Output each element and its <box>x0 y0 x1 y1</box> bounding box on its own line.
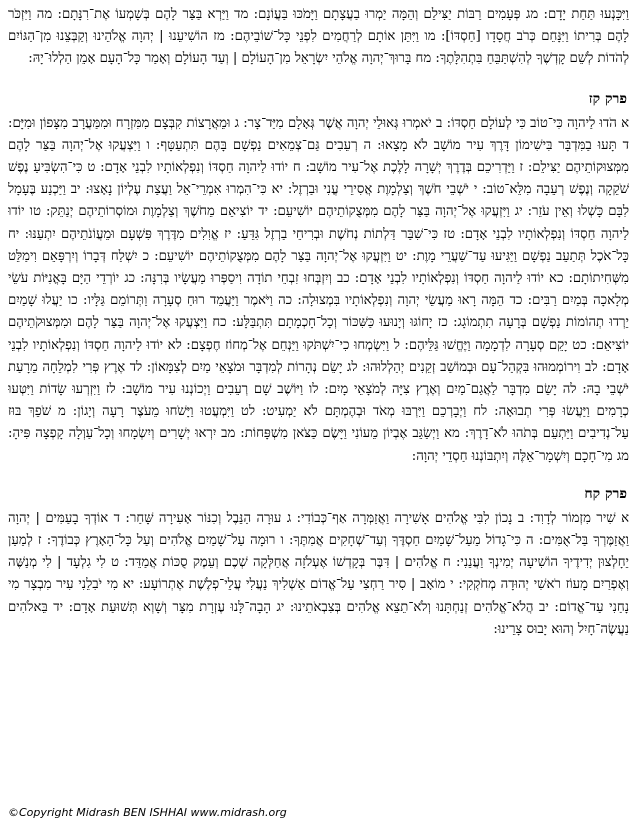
psalm-108-text: א שִׁיר מִזְמוֹר לְדָוִד: ב נָכוֹן לִבִּי אֱלֹהִים אָשִׁירָה וַאֲזַמְּרָה אַף־כְּבוֹדִי: ג עוּרָה הַנֵּבֶל וְכִנּוֹר אָעִירָה שָּׁחַר: ד אוֹדְךָ בָעַמִּים | יְהוָה וַאֲזַמֶּרְךָ בַּל־אֻמִּים: ה כִּי־גָדוֹל מֵעַל־שָׁמַיִם חַסְדֶּךָ וְעַד־שְׁחָקִים אֲמִתֶּךָ: ו רוּמָה עַל־שָׁמַיִם אֱלֹהִים וְעַל כָּל־הָאָרֶץ כְּבוֹדֶךָ: ז לְמַעַן יֵחָלְצוּן יְדִידֶיךָ הוֹשִׁיעָה יְמִינְךָ וַעֲנֵנִי: ח אֱלֹהִים | דִּבֶּר בְּקָדְשׁוֹ אֶעְלֹזָה אֲחַלְּקָה שְׁכֶם וְעֵמֶק סֻכּוֹת אֲמַדֵּד: ט לִי גִלְעָד | לִי מְנַשֶּׁה וְאֶפְרַיִם מָעוֹז רֹאשִׁי יְהוּדָה מְחֹקְקִי: י מוֹאָב | סִיר רַחְצִי עַל־אֱדוֹם אַשְׁלִיךְ נַעֲלִי עֲלֵי־פְלֶשֶׁת אֶתְרוֹעָע: יא מִי יֹבִלֵנִי עִיר מִבְצָר מִי נָחַנִי עַד־אֱדוֹם: יב הֲלֹא־אֱלֹהִים זְנַחְתָּנוּ וְלֹא־תֵצֵא אֱלֹהִים בְּצִבְאֹתֵינוּ: יג הָבָה־לָּנוּ עֶזְרָת מִצָּר וְשָׁוְא תְּשׁוּעַת אָדָם: יד בֵּאלֹהִים נַעֲשֶׂה־חָיִל וְהוּא יָבוּס צָרֵינוּ: <box>8 510 629 637</box>
chapter-108-heading: פרק קח <box>584 485 627 502</box>
psalm-106-ending-text: וַיִּכָּנְעוּ תַּחַת יָדָם: מג פְּעָמִים רַבּוֹת יַצִּילֵם וְהֵמָּה יַמְרוּ בַעֲצָתָם וַיָּמֹכּוּ בַּעֲוֹנָם: מד וַיַּרְא בַּצַּר לָהֶם בְּשָׁמְעוֹ אֶת־רִנָּתָם: מה וַיִּזְכֹּר לָהֶם בְּרִיתוֹ וַיִּנָּחֵם כְּרֹב חֲסָדָו [חַסְדּוֹ]: מו וַיִּתֵּן אוֹתָם לְרַחֲמִים לִפְנֵי כָּל־שׁוֹבֵיהֶם: מז הוֹשִׁיעֵנוּ | יְהוָה אֱלֹהֵינוּ וְקַבְּצֵנוּ מִן־הַגּוֹיִם לְהֹדוֹת לְשֵׁם קָדְשֶׁךָ לְהִשְׁתַּבֵּחַ בִּתְהִלָּתֶךָ: מח בָּרוּךְ־יְהוָה אֱלֹהֵי יִשְׂרָאֵל מִן־הָעוֹלָם | וְעַד הָעוֹלָם וְאָמַר כָּל־הָעָם אָמֵן הַלְלוּ־יָהּ: <box>8 7 629 67</box>
chapter-107-heading: פרק קז <box>588 90 627 107</box>
copyright-footer: ©Copyright Midrash BEN ISHHAI www.midrash.org <box>8 806 287 819</box>
psalm-107-text: א הֹדוּ לַיהוָה כִּי־טוֹב כִּי לְעוֹלָם חַסְדּוֹ: ב יֹאמְרוּ גְּאוּלֵי יְהוָה אֲשֶׁר גְּאָלָם מִיַּד־צָר: ג וּמֵאֲרָצוֹת קִבְּצָם מִמִּזְרָח וּמִמַּעֲרָב מִצָּפוֹן וּמִיָּם: ד תָּעוּ בַמִּדְבָּר בִּישִׁימוֹן דָּרֶךְ עִיר מוֹשָׁב לֹא מָצָאוּ: ה רְעֵבִים גַּם־צְמֵאִים נַפְשָׁם בָּהֶם תִּתְעַטָּף: ו וַיִּצְעֲקוּ אֶל־יְהוָה בַּצַּר לָהֶם מִמְּצוּקוֹתֵיהֶם יַצִּילֵם: ז וַיַּדְרִיכֵם בְּדֶרֶךְ יְשָׁרָה לָלֶכֶת אֶל־עִיר מוֹשָׁב: ח יוֹדוּ לַיהוָה חַסְדּוֹ וְנִפְלְאוֹתָיו לִבְנֵי אָדָם: ט כִּי־הִשְׂבִּיעַ נֶפֶשׁ שֹׁקֵקָה וְנֶפֶשׁ רְעֵבָה מִלֵּא־טוֹב: י יֹשְׁבֵי חֹשֶׁךְ וְצַלְמָוֶת אֲסִירֵי עֳנִי וּבַרְזֶל: יא כִּי־הִמְרוּ אִמְרֵי־אֵל וַעֲצַת עֶלְיוֹן נָאָצוּ: יב וַיַּכְנַע בֶּעָמָל לִבָּם כָּשְׁלוּ וְאֵין עֹזֵר: יג וַיִּזְעֲקוּ אֶל־יְהוָה בַּצַּר לָהֶם מִמְּצֻקוֹתֵיהֶם יוֹשִׁיעֵם: יד יוֹצִיאֵם מֵחֹשֶׁךְ וְצַלְמָוֶת וּמוֹסְרוֹתֵיהֶם יְנַתֵּק: טו יוֹדוּ לַיהוָה חַסְדּוֹ וְנִפְלְאוֹתָיו לִבְנֵי אָדָם: טז כִּי־שִׁבַּר דַּלְתוֹת נְחֹשֶׁת וּבְרִיחֵי בַרְזֶל גִּדֵּעַ: יז אֱוִלִים מִדֶּרֶךְ פִּשְׁעָם וּמֵעֲוֹנֹתֵיהֶם יִתְעַנּוּ: יח כָּל־אֹכֶל תְּתַעֵב נַפְשָׁם וַיַּגִּיעוּ עַד־שַׁעֲרֵי מָוֶת: יט וַיִּזְעֲקוּ אֶל־יְהוָה בַּצַּר לָהֶם מִמְּצֻקוֹתֵיהֶם יוֹשִׁיעֵם: כ יִשְׁלַח דְּבָרוֹ וְיִרְפָּאֵם וִימַלֵּט מִשְּׁחִיתוֹתָם: כא יוֹדוּ לַיהוָה חַסְדּוֹ וְנִפְלְאוֹתָיו לִבְנֵי אָדָם: כב וְיִזְבְּחוּ זִבְחֵי תוֹדָה וִיסַפְּרוּ מַעֲשָׂיו בְּרִנָּה: כג יוֹרְדֵי הַיָּם בָּאֳנִיּוֹת עֹשֵׂי מְלָאכָה בְּמַיִם רַבִּים: כד הֵמָּה רָאוּ מַעֲשֵׂי יְהוָה וְנִפְלְאוֹתָיו בִּמְצוּלָה: כה וַיֹּאמֶר וַיַּעֲמֵד רוּחַ סְעָרָה וַתְּרוֹמֵם גַּלָּיו: כו יַעֲלוּ שָׁמַיִם יֵרְדוּ תְהוֹמוֹת נַפְשָׁם בְּרָעָה תִתְמוֹגָג: כז יָחוֹגּוּ וְיָנוּעוּ כַּשִּׁכּוֹר וְכָל־חָכְמָתָם תִּתְבַּלָּע: כח וַיִּצְעֲקוּ אֶל־יְהוָה בַּצַּר לָהֶם וּמִמְּצוּקֹתֵיהֶם יוֹצִיאֵם: כט יָקֵם סְעָרָה לִדְמָמָה וַיֶּחֱשׁוּ גַּלֵּיהֶם: ל וַיִּשְׂמְחוּ כִי־יִשְׁתֹּקוּ וַיַּנְחֵם אֶל־מְחוֹז חֶפְצָם: לא יוֹדוּ לַיהוָה חַסְדּוֹ וְנִפְלְאוֹתָיו לִבְנֵי אָדָם: לב וִירוֹמְמוּהוּ בִּקְהַל־עָם וּבְמוֹשַׁב זְקֵנִים יְהַלְלוּהוּ: לג יָשֵׂם נְהָרוֹת לְמִדְבָּר וּמֹצָאֵי מַיִם לְצִמָּאוֹן: לד אֶרֶץ פְּרִי לִמְלֵחָה מֵרָעַת יֹשְׁבֵי בָהּ: לה יָשֵׂם מִדְבָּר לַאֲגַם־מַיִם וְאֶרֶץ צִיָּה לְמֹצָאֵי מָיִם: לו וַיּוֹשֶׁב שָׁם רְעֵבִים וַיְכוֹנְנוּ עִיר מוֹשָׁב: לז וַיִּזְרְעוּ שָׂדוֹת וַיִּטְּעוּ כְרָמִים וַיַּעֲשׂוּ פְּרִי תְבוּאָה: לח וַיְבָרְכֵם וַיִּרְבּוּ מְאֹד וּבְהֶמְתָּם לֹא יַמְעִיט: לט וַיִּמְעֲטוּ וַיָּשֹׁחוּ מֵעֹצֶר רָעָה וְיָגוֹן: מ שֹׁפֵךְ בּוּז עַל־נְדִיבִים וַיַּתְעֵם בְּתֹהוּ לֹא־דָרֶךְ: מא וַיְשַׂגֵּב אֶבְיוֹן מֵעוֹנִי וַיָּשֶׂם כַּצֹּאן מִשְׁפָּחוֹת: מב יִרְאוּ יְשָׁרִים וְיִשְׂמָחוּ וְכָל־עַוְלָה קָפְצָה פִּיהָ: מג מִי־חָכָם וְיִשְׁמָר־אֵלֶּה וְיִתְבּוֹנְנוּ חַסְדֵי יְהוָה: <box>8 115 629 464</box>
page-body <box>8 4 629 794</box>
